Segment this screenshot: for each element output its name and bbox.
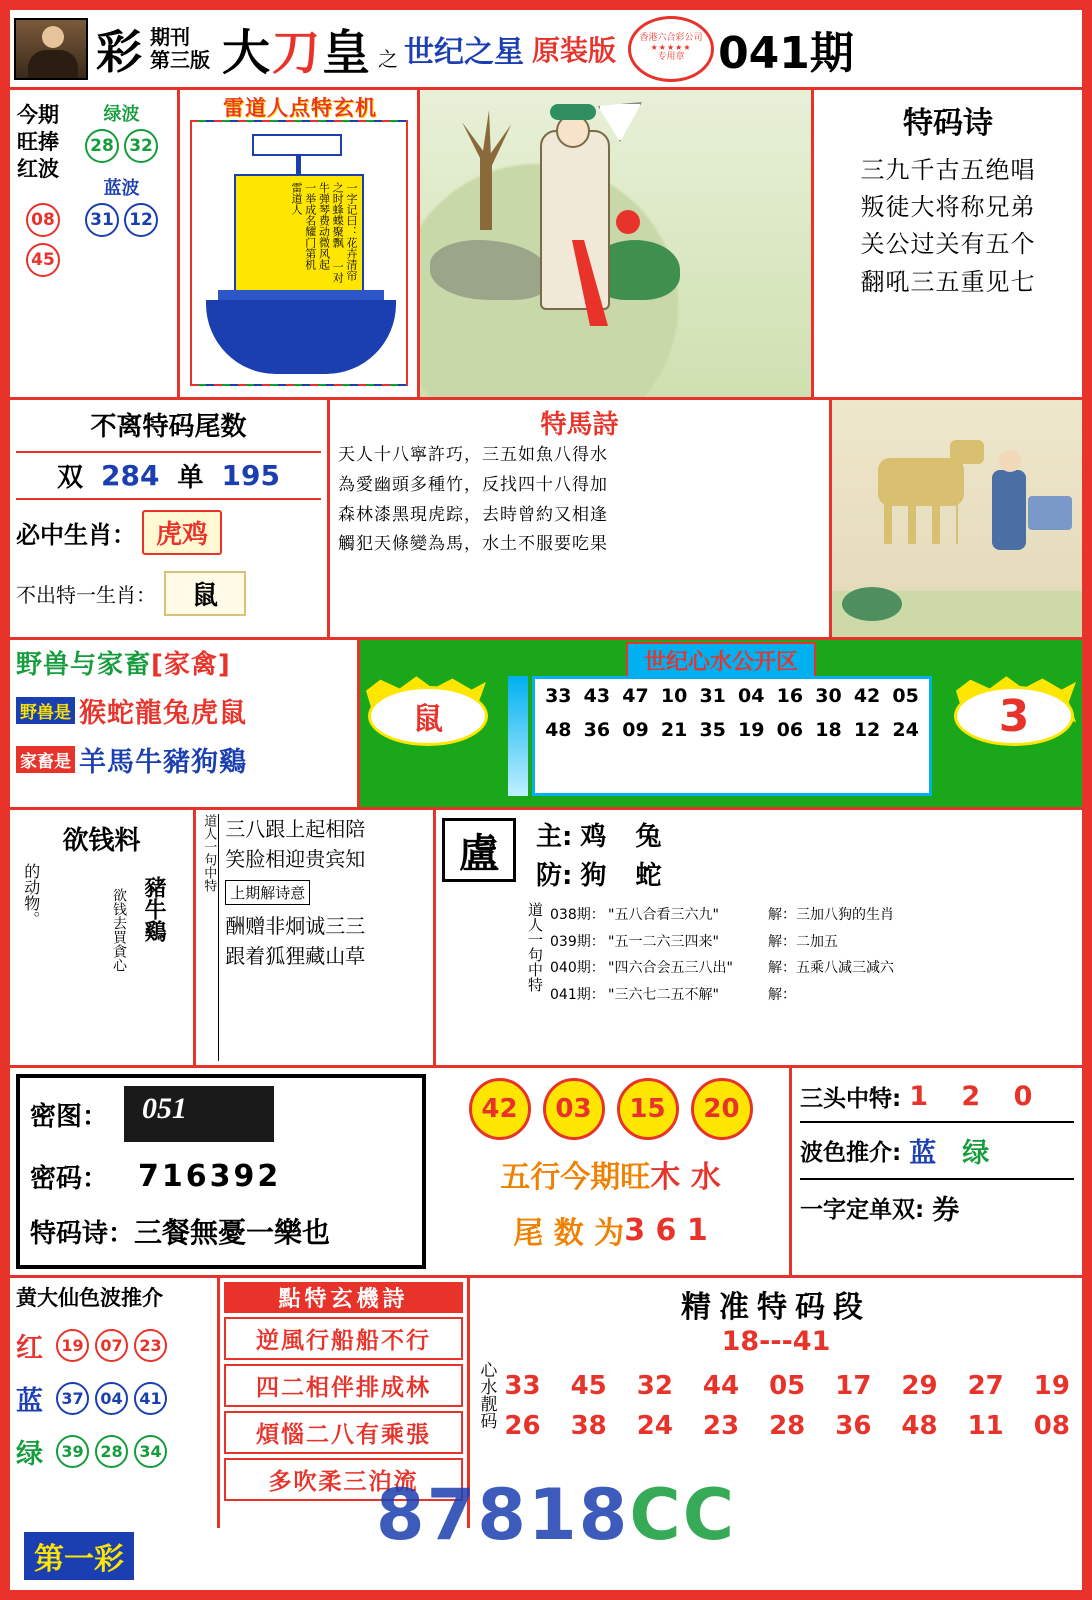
beast-title-bracket: [家禽] bbox=[151, 650, 231, 680]
issue-stack bbox=[150, 26, 210, 72]
tail-numbers-box bbox=[10, 400, 330, 637]
must-hit-label: 必中生肖： bbox=[16, 521, 136, 549]
lu-history-rows bbox=[544, 902, 1076, 1008]
brand-cai: 彩 bbox=[96, 24, 144, 79]
horse-body bbox=[878, 458, 964, 506]
number-cell: 26 bbox=[504, 1411, 541, 1441]
money-animals: 豬牛鷄 bbox=[141, 876, 166, 942]
company-seal bbox=[628, 16, 714, 82]
right-zone-oval bbox=[954, 686, 1074, 746]
blue-ball: 31 bbox=[85, 203, 119, 237]
row-answer: 解： bbox=[768, 986, 796, 1003]
illustration-scholar bbox=[420, 90, 814, 397]
lucky-balls-box bbox=[432, 1068, 792, 1275]
number-cell: 19 bbox=[738, 719, 765, 741]
beast-title bbox=[16, 644, 351, 681]
money-sub: 的动物。 bbox=[21, 863, 41, 927]
title-star: 世纪之星 bbox=[404, 34, 525, 70]
odd-even-value: 券 bbox=[932, 1195, 972, 1226]
seal-stars: ★★★★★ bbox=[650, 43, 692, 53]
money-title: 欲钱料 bbox=[62, 826, 141, 856]
secret-code-value: 716392 bbox=[138, 1159, 282, 1194]
dian-title: 點特玄機詩 bbox=[224, 1282, 463, 1313]
boat-hull bbox=[206, 300, 396, 374]
wuxing-row bbox=[436, 1152, 785, 1196]
three-head-value: 1 2 0 bbox=[909, 1081, 1045, 1112]
number-cell: 05 bbox=[892, 685, 919, 707]
three-head-box bbox=[792, 1068, 1082, 1275]
lu-def-value: 狗 蛇 bbox=[580, 861, 672, 891]
number-cell: 31 bbox=[699, 685, 726, 707]
watermark-text: 87818 bbox=[375, 1474, 630, 1556]
must-hit-value: 虎鸡 bbox=[142, 510, 222, 555]
boat-title: 雷道人点特玄机 bbox=[223, 96, 377, 120]
poem-title: 特码诗 bbox=[903, 106, 993, 141]
three-head-row bbox=[800, 1072, 1074, 1123]
huang-ball: 07 bbox=[95, 1329, 128, 1362]
exclude-row bbox=[16, 571, 321, 616]
precise-title: 精准特码段 bbox=[681, 1290, 871, 1325]
number-cell: 48 bbox=[901, 1411, 938, 1441]
huang-label: 绿 bbox=[16, 1439, 43, 1470]
daoist-vertical-label: 道人一句中特 bbox=[200, 814, 219, 1061]
title-original: 原装版 bbox=[532, 33, 617, 67]
three-head-label: 三头中特: bbox=[800, 1086, 902, 1112]
lu-def-row bbox=[536, 855, 1076, 892]
number-row bbox=[504, 1401, 1076, 1441]
number-row bbox=[535, 713, 929, 747]
huang-row bbox=[16, 1379, 211, 1418]
row-period: 039期： bbox=[550, 933, 605, 950]
wild-tag: 野兽是 bbox=[16, 697, 75, 724]
lu-character: 盧 bbox=[442, 818, 516, 882]
daoist-line: 酬赠非炯诚三三 bbox=[225, 914, 366, 938]
secret-code-label: 密码： bbox=[30, 1164, 109, 1194]
huang-ball: 19 bbox=[56, 1329, 89, 1362]
hot-wave-values bbox=[66, 96, 177, 397]
public-numbers-panel bbox=[532, 676, 932, 796]
right-zone-number: 3 bbox=[998, 690, 1030, 742]
secret-image-label: 密图： bbox=[30, 1101, 109, 1132]
number-cell: 35 bbox=[699, 719, 726, 741]
number-cell: 08 bbox=[1033, 1411, 1070, 1441]
lu-content bbox=[516, 814, 1076, 1061]
beast-title-text: 野兽与家畜 bbox=[16, 650, 152, 680]
row-quote: "五一二六三四来" bbox=[608, 933, 719, 950]
number-cell: 42 bbox=[853, 685, 881, 707]
row-quote: "五八合看三六九" bbox=[608, 907, 719, 923]
huang-label: 蓝 bbox=[16, 1386, 43, 1417]
dian-verse-box bbox=[220, 1278, 470, 1528]
blue-ball: 12 bbox=[124, 203, 158, 237]
secret-poem-value: 三餐無憂一樂也 bbox=[134, 1216, 331, 1249]
huang-ball: 37 bbox=[56, 1382, 89, 1415]
secret-poem-row bbox=[20, 1203, 422, 1259]
boat-canvas bbox=[192, 122, 406, 384]
tail-values bbox=[16, 451, 321, 500]
table-row bbox=[550, 982, 1076, 1009]
money-vertical-text: 欲钱去買貪心 bbox=[111, 888, 127, 972]
green-wave-title: 绿波 bbox=[103, 104, 140, 125]
precise-range: 18---41 bbox=[721, 1326, 831, 1357]
number-cell: 30 bbox=[815, 685, 842, 707]
horse-poem-title: 特馬詩 bbox=[540, 410, 619, 440]
lucky-ball: 15 bbox=[617, 1078, 679, 1140]
sail-text: 一字记曰：花卉清帘之时蜂蝶聚飘 一对牛弹琴费动微风起 一举成名耀门第机 雷道人 bbox=[290, 182, 358, 283]
person-body bbox=[992, 470, 1026, 550]
tail-single-label: 单 bbox=[177, 463, 204, 493]
tail-single-value: 195 bbox=[221, 459, 280, 492]
number-cell: 12 bbox=[853, 719, 881, 741]
number-cell: 16 bbox=[776, 685, 804, 707]
huangdaxian-title: 黄大仙色波推介 bbox=[16, 1286, 163, 1310]
lu-prediction-box bbox=[436, 810, 1082, 1065]
horse-poem-line: 為愛幽頭多種竹，反找四十八得加 bbox=[338, 474, 608, 495]
horse-poem-line: 天人十八寧許巧，三五如魚八得水 bbox=[338, 445, 608, 465]
tail-sum-row bbox=[436, 1208, 785, 1252]
section-tails bbox=[10, 400, 1082, 640]
number-cell: 32 bbox=[636, 1371, 673, 1401]
huang-row bbox=[16, 1432, 211, 1471]
number-cell: 04 bbox=[738, 685, 765, 707]
number-cell: 43 bbox=[583, 685, 611, 707]
number-cell: 44 bbox=[702, 1371, 740, 1401]
number-cell: 05 bbox=[769, 1371, 806, 1401]
red-ball: 45 bbox=[26, 243, 60, 277]
row-answer: 解：三加八狗的生肖 bbox=[768, 907, 894, 923]
huang-ball: 04 bbox=[95, 1382, 128, 1415]
lu-vertical-label: 道人一句中特 bbox=[526, 902, 544, 992]
number-cell: 24 bbox=[892, 719, 919, 741]
title-char-2: 刀 bbox=[272, 25, 323, 81]
section-top bbox=[10, 90, 1082, 400]
horse-legs bbox=[884, 504, 958, 544]
wave-color-green: 绿 bbox=[962, 1138, 1002, 1169]
number-cell: 17 bbox=[835, 1371, 872, 1401]
row-quote: "四六合会五三八出" bbox=[608, 960, 733, 977]
secret-code-row bbox=[20, 1150, 422, 1203]
number-cell: 28 bbox=[769, 1411, 806, 1441]
special-code-poem-box bbox=[814, 90, 1082, 397]
row-answer: 解：五乘八减三减六 bbox=[768, 960, 894, 977]
flower-shape bbox=[616, 210, 640, 234]
beast-domestic-box bbox=[10, 640, 360, 807]
number-cell: 27 bbox=[967, 1371, 1004, 1401]
lucky-ball-row bbox=[436, 1078, 785, 1140]
table-row bbox=[550, 955, 1076, 982]
precise-body bbox=[476, 1361, 1076, 1441]
title-main bbox=[222, 14, 372, 83]
number-cell: 29 bbox=[901, 1371, 938, 1401]
tail-double-value: 284 bbox=[101, 459, 160, 492]
number-cell: 09 bbox=[622, 719, 649, 741]
stack-line-2: 第三版 bbox=[150, 47, 210, 72]
horse-head bbox=[950, 440, 984, 464]
dian-line: 逆風行船船不行 bbox=[224, 1317, 463, 1360]
secret-image bbox=[124, 1086, 274, 1142]
person-body bbox=[540, 130, 610, 310]
person-hat bbox=[550, 104, 596, 120]
wild-row bbox=[16, 691, 351, 730]
portrait-image bbox=[14, 18, 88, 80]
watermark-suffix: CC bbox=[629, 1474, 737, 1556]
issue-number: 041期 bbox=[718, 27, 854, 79]
odd-even-row bbox=[800, 1180, 1074, 1235]
number-row bbox=[535, 679, 929, 713]
section-bottom bbox=[10, 1278, 1082, 1528]
horse-poem-line: 森林漆黑現虎踪，去時曾約又相逢 bbox=[338, 504, 608, 525]
domestic-values: 羊馬牛豬狗鷄 bbox=[79, 747, 247, 778]
seal-top-text: 香港六合彩公司 bbox=[639, 33, 703, 44]
tail-double-label: 双 bbox=[57, 463, 84, 493]
row-period: 040期： bbox=[550, 960, 605, 977]
page-header bbox=[10, 10, 1082, 90]
green-ball: 28 bbox=[85, 129, 119, 163]
tail-title: 不离特码尾数 bbox=[16, 404, 321, 445]
lucky-ball: 03 bbox=[543, 1078, 605, 1140]
wave-color-blue: 蓝 bbox=[909, 1138, 949, 1169]
horse-poem-line: 觸犯天條變為馬，水土不服要吃果 bbox=[338, 534, 608, 555]
precise-range-box bbox=[470, 1278, 1082, 1528]
number-cell: 24 bbox=[636, 1411, 673, 1441]
number-cell: 36 bbox=[835, 1411, 872, 1441]
number-row bbox=[504, 1361, 1076, 1401]
number-cell: 19 bbox=[1033, 1371, 1070, 1401]
daoist-line: 三八跟上起相陪 bbox=[225, 817, 366, 841]
lucky-ball: 42 bbox=[469, 1078, 531, 1140]
poem-line: 翻吼三五重见七 bbox=[860, 267, 1036, 296]
public-zone-title: 世纪心水公开区 bbox=[626, 642, 816, 679]
table-row bbox=[550, 902, 1076, 929]
huang-row bbox=[16, 1326, 211, 1365]
row-period: 038期： bbox=[550, 907, 605, 923]
wuxing-value: 木 水 bbox=[650, 1160, 721, 1195]
lu-main-row bbox=[536, 816, 1076, 853]
secret-signature: 051 bbox=[142, 1092, 188, 1125]
secret-poem-label: 特码诗： bbox=[30, 1218, 135, 1249]
huang-ball: 28 bbox=[95, 1435, 128, 1468]
daoist-line: 笑脸相迎贵宾知 bbox=[225, 847, 366, 871]
number-cell: 33 bbox=[545, 685, 572, 707]
boat-illustration-box bbox=[180, 90, 420, 397]
exclude-value: 鼠 bbox=[164, 571, 246, 616]
boat-flag bbox=[252, 134, 342, 156]
odd-even-label: 一字定单双: bbox=[800, 1197, 925, 1223]
secret-image-row bbox=[20, 1078, 422, 1150]
left-zone-oval: 鼠 bbox=[368, 686, 488, 746]
wild-values: 猴蛇龍兔虎鼠 bbox=[79, 698, 247, 729]
red-ball: 08 bbox=[26, 203, 60, 237]
number-cell: 48 bbox=[545, 719, 572, 741]
row-quote: "三六七二五不解" bbox=[608, 986, 719, 1003]
huang-ball: 41 bbox=[134, 1382, 167, 1415]
tail-sum-label: 尾 数 为 bbox=[513, 1216, 625, 1251]
domestic-tag: 家畜是 bbox=[16, 746, 75, 773]
gradient-bar bbox=[508, 676, 528, 796]
title-zhi: 之 bbox=[378, 47, 399, 71]
daoist-verse-box bbox=[196, 810, 436, 1065]
daoist-sub-label: 上期解诗意 bbox=[225, 880, 310, 905]
table-row bbox=[550, 929, 1076, 956]
number-cell: 06 bbox=[776, 719, 804, 741]
huang-label: 红 bbox=[16, 1333, 43, 1364]
tail-sum-value: 3 6 1 bbox=[624, 1212, 708, 1248]
illustration-horse bbox=[832, 400, 1082, 637]
lu-main-value: 鸡 兔 bbox=[580, 822, 672, 852]
lu-history-table bbox=[526, 902, 1076, 1008]
number-cell: 38 bbox=[570, 1411, 607, 1441]
number-cell: 21 bbox=[660, 719, 688, 741]
daoist-line: 跟着狐狸藏山草 bbox=[225, 944, 366, 968]
title-char-1: 大 bbox=[222, 25, 273, 81]
wave-color-row bbox=[800, 1123, 1074, 1180]
number-cell: 10 bbox=[660, 685, 688, 707]
number-cell: 36 bbox=[583, 719, 611, 741]
hot-wave-label: 今期旺捧红波 bbox=[17, 103, 59, 181]
bush-shape bbox=[842, 587, 902, 621]
money-animal-box bbox=[10, 810, 196, 1065]
poem-line: 三九千古五绝唱 bbox=[860, 156, 1036, 184]
lu-main-label: 主: bbox=[536, 822, 573, 852]
blue-wave-title: 蓝波 bbox=[103, 178, 140, 199]
dian-line: 煩惱二八有乘張 bbox=[224, 1411, 463, 1454]
wave-color-label: 波色推介: bbox=[800, 1140, 902, 1166]
section-middle bbox=[10, 810, 1082, 1068]
dian-line: 多吹柔三泊流 bbox=[224, 1458, 463, 1501]
section-beasts bbox=[10, 640, 1082, 810]
horse-poem-box bbox=[330, 400, 832, 637]
public-zone-box bbox=[360, 640, 1082, 807]
dian-line: 四二相伴排成林 bbox=[224, 1364, 463, 1407]
huang-ball: 23 bbox=[134, 1329, 167, 1362]
number-cell: 47 bbox=[622, 685, 649, 707]
row-period: 041期： bbox=[550, 986, 605, 1003]
poem-line: 关公过关有五个 bbox=[860, 230, 1036, 259]
domestic-row bbox=[16, 740, 351, 779]
lucky-ball: 20 bbox=[691, 1078, 753, 1140]
seal-bottom-text: 专用章 bbox=[657, 51, 685, 62]
green-ball: 32 bbox=[124, 129, 158, 163]
red-ball-group bbox=[26, 200, 60, 280]
hot-wave-box bbox=[10, 90, 180, 397]
number-cell: 33 bbox=[504, 1371, 541, 1401]
lu-def-label: 防: bbox=[536, 861, 573, 891]
number-cell: 23 bbox=[702, 1411, 740, 1441]
daoist-main bbox=[219, 814, 429, 1061]
vessel-shape bbox=[1028, 496, 1072, 530]
exclude-label: 不出特一生肖： bbox=[16, 583, 156, 607]
section-secret bbox=[10, 1068, 1082, 1278]
secret-box bbox=[16, 1074, 426, 1269]
huangdaxian-box bbox=[10, 1278, 220, 1528]
precise-numbers bbox=[496, 1361, 1076, 1441]
huang-ball: 34 bbox=[134, 1435, 167, 1468]
number-cell: 18 bbox=[815, 719, 842, 741]
poem-line: 叛徒大将称兄弟 bbox=[860, 193, 1036, 222]
row-answer: 解：二加五 bbox=[768, 933, 838, 950]
wuxing-label: 五行今期旺 bbox=[500, 1160, 651, 1195]
stack-line-1: 期刊 bbox=[150, 24, 190, 49]
watermark-badge: 第一彩 bbox=[24, 1532, 134, 1580]
precise-vertical-label: 心水靓码 bbox=[476, 1361, 497, 1429]
number-cell: 45 bbox=[570, 1371, 607, 1401]
person-head bbox=[999, 450, 1021, 472]
must-hit-row bbox=[16, 510, 321, 555]
number-cell: 11 bbox=[967, 1411, 1004, 1441]
title-char-3: 皇 bbox=[322, 25, 373, 81]
huang-ball: 39 bbox=[56, 1435, 89, 1468]
